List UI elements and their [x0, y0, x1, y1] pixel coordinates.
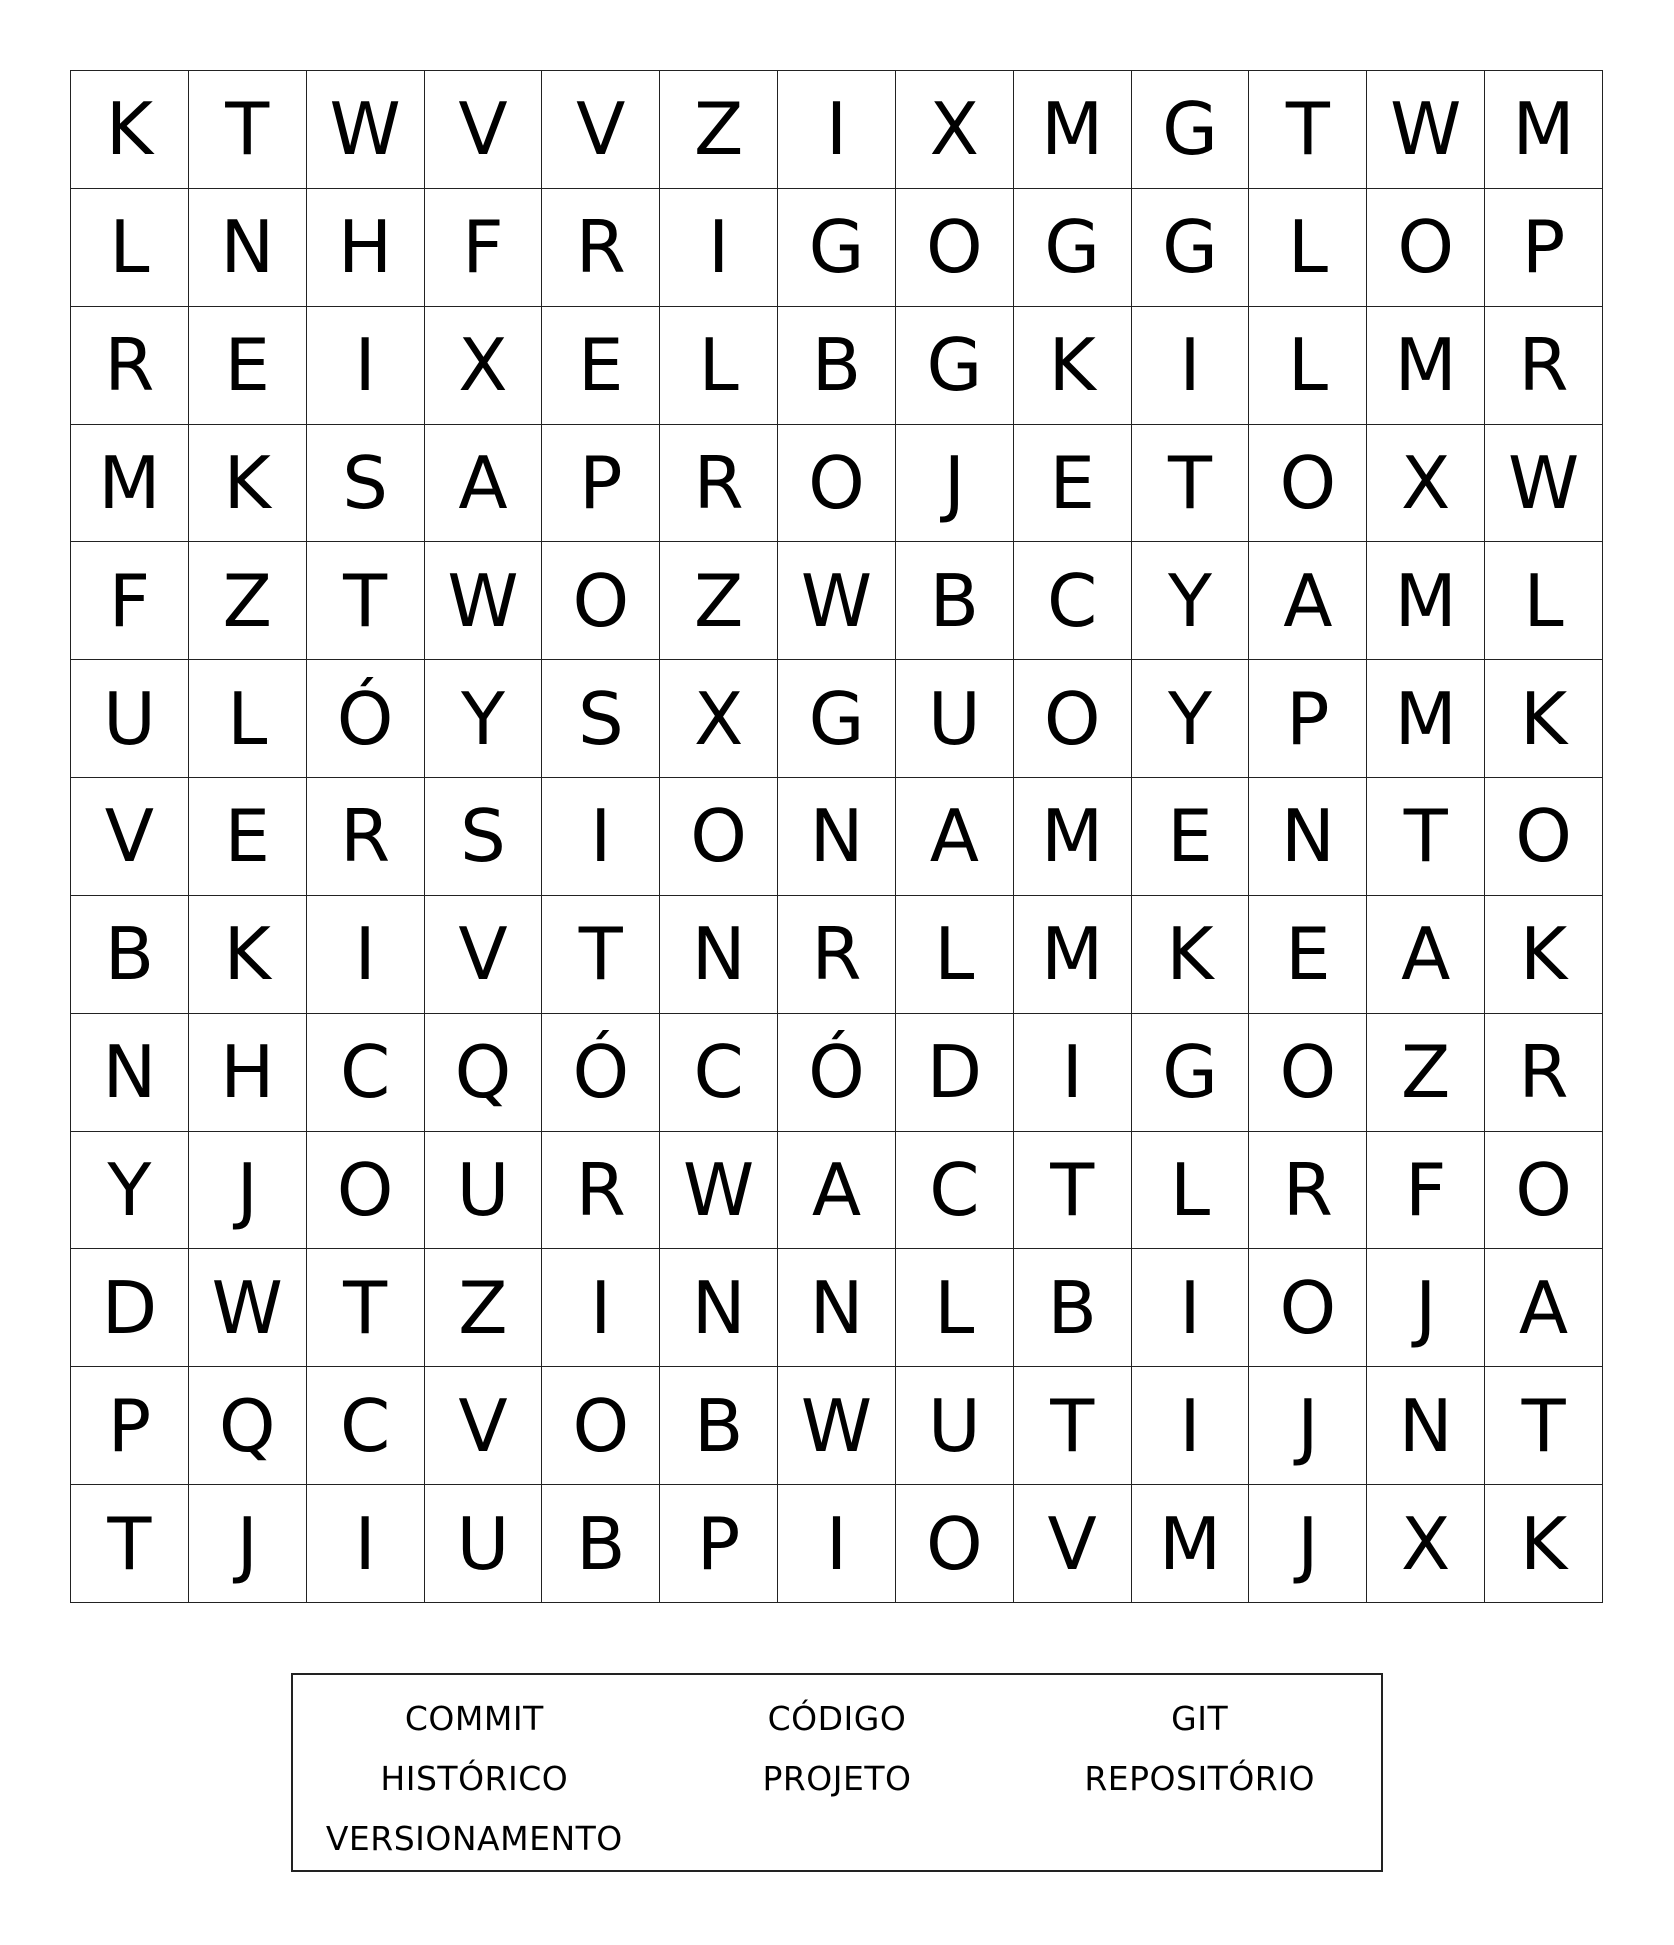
grid-cell[interactable]: K [189, 896, 307, 1014]
grid-cell[interactable]: O [1249, 1014, 1367, 1132]
grid-cell[interactable]: Z [425, 1249, 543, 1367]
grid-cell[interactable]: M [1367, 307, 1485, 425]
grid-cell[interactable]: J [1249, 1367, 1367, 1485]
grid-cell[interactable]: O [307, 1132, 425, 1250]
grid-cell[interactable]: W [1367, 71, 1485, 189]
grid-cell[interactable]: R [307, 778, 425, 896]
grid-cell[interactable]: P [1249, 660, 1367, 778]
grid-cell[interactable]: P [1485, 189, 1603, 307]
grid-cell[interactable]: Ó [778, 1014, 896, 1132]
grid-cell[interactable]: K [1132, 896, 1250, 1014]
grid-cell[interactable]: Z [660, 542, 778, 660]
grid-cell[interactable]: L [1132, 1132, 1250, 1250]
grid-cell[interactable]: O [1014, 660, 1132, 778]
grid-cell[interactable]: I [542, 778, 660, 896]
grid-cell[interactable]: R [542, 1132, 660, 1250]
grid-cell[interactable]: W [189, 1249, 307, 1367]
grid-cell[interactable]: T [307, 1249, 425, 1367]
grid-cell[interactable]: O [660, 778, 778, 896]
grid-cell[interactable]: J [1249, 1485, 1367, 1603]
grid-cell[interactable]: G [896, 307, 1014, 425]
grid-cell[interactable]: O [1367, 189, 1485, 307]
grid-cell[interactable]: N [1249, 778, 1367, 896]
grid-cell[interactable]: A [425, 425, 543, 543]
grid-cell[interactable]: T [1367, 778, 1485, 896]
grid-cell[interactable]: T [542, 896, 660, 1014]
grid-cell[interactable]: H [307, 189, 425, 307]
grid-cell[interactable]: A [1485, 1249, 1603, 1367]
grid-cell[interactable]: L [896, 896, 1014, 1014]
word-list-item: CÓDIGO [767, 1699, 907, 1738]
grid-cell[interactable]: O [1249, 425, 1367, 543]
grid-cell[interactable]: M [1485, 71, 1603, 189]
grid-cell[interactable]: V [1014, 1485, 1132, 1603]
grid-cell[interactable]: P [71, 1367, 189, 1485]
grid-cell[interactable]: I [778, 1485, 896, 1603]
grid-cell[interactable]: G [1132, 1014, 1250, 1132]
grid-cell[interactable]: I [542, 1249, 660, 1367]
grid-cell[interactable]: L [1485, 542, 1603, 660]
grid-cell[interactable]: I [1014, 1014, 1132, 1132]
grid-cell[interactable]: W [307, 71, 425, 189]
grid-cell[interactable]: C [307, 1367, 425, 1485]
grid-cell[interactable]: F [71, 542, 189, 660]
grid-cell[interactable]: N [778, 1249, 896, 1367]
grid-cell[interactable]: G [778, 660, 896, 778]
grid-cell[interactable]: V [425, 1367, 543, 1485]
word-list-item: PROJETO [762, 1759, 912, 1798]
grid-cell[interactable]: X [425, 307, 543, 425]
grid-cell[interactable]: V [542, 71, 660, 189]
grid-cell[interactable]: S [425, 778, 543, 896]
grid-cell[interactable]: E [1132, 778, 1250, 896]
grid-cell[interactable]: A [1249, 542, 1367, 660]
grid-cell[interactable]: W [778, 1367, 896, 1485]
grid-cell[interactable]: M [71, 425, 189, 543]
grid-cell[interactable]: R [1249, 1132, 1367, 1250]
grid-cell[interactable]: L [189, 660, 307, 778]
grid-cell[interactable]: D [71, 1249, 189, 1367]
grid-cell[interactable]: L [1249, 189, 1367, 307]
grid-cell[interactable]: E [1014, 425, 1132, 543]
grid-cell[interactable]: J [896, 425, 1014, 543]
word-list-item: VERSIONAMENTO [325, 1819, 623, 1858]
grid-cell[interactable]: I [1132, 1367, 1250, 1485]
grid-cell[interactable]: L [660, 307, 778, 425]
grid-cell[interactable]: G [1014, 189, 1132, 307]
grid-cell[interactable]: O [896, 1485, 1014, 1603]
grid-cell[interactable]: X [896, 71, 1014, 189]
grid-cell[interactable]: M [1014, 896, 1132, 1014]
grid-cell[interactable]: X [660, 660, 778, 778]
grid-cell[interactable]: L [896, 1249, 1014, 1367]
grid-cell[interactable]: U [896, 1367, 1014, 1485]
grid-cell[interactable]: E [1249, 896, 1367, 1014]
grid-cell[interactable]: C [307, 1014, 425, 1132]
word-list [291, 1673, 1383, 1872]
grid-cell[interactable]: K [1485, 896, 1603, 1014]
grid-cell[interactable]: N [660, 896, 778, 1014]
grid-cell[interactable]: S [307, 425, 425, 543]
grid-cell[interactable]: K [1485, 1485, 1603, 1603]
word-list-item: HISTÓRICO [380, 1759, 569, 1798]
grid-cell[interactable]: I [778, 71, 896, 189]
grid-cell[interactable]: I [307, 307, 425, 425]
grid-cell[interactable]: R [71, 307, 189, 425]
grid-cell[interactable]: I [1132, 307, 1250, 425]
grid-cell[interactable]: C [1014, 542, 1132, 660]
grid-cell[interactable]: U [425, 1132, 543, 1250]
grid-cell[interactable]: Z [1367, 1014, 1485, 1132]
grid-cell[interactable]: R [1485, 1014, 1603, 1132]
grid-cell[interactable]: U [71, 660, 189, 778]
grid-cell[interactable]: P [660, 1485, 778, 1603]
grid-cell[interactable]: S [542, 660, 660, 778]
grid-cell[interactable]: N [778, 778, 896, 896]
grid-cell[interactable]: M [1367, 542, 1485, 660]
grid-cell[interactable]: Z [189, 542, 307, 660]
grid-cell[interactable]: O [1485, 1132, 1603, 1250]
grid-cell[interactable]: T [189, 71, 307, 189]
grid-cell[interactable]: B [1014, 1249, 1132, 1367]
grid-cell[interactable]: Y [1132, 542, 1250, 660]
grid-cell[interactable]: J [1367, 1249, 1485, 1367]
grid-cell[interactable]: F [425, 189, 543, 307]
grid-cell[interactable]: E [189, 778, 307, 896]
grid-cell[interactable]: A [1367, 896, 1485, 1014]
grid-cell[interactable]: C [896, 1132, 1014, 1250]
grid-cell[interactable]: T [1014, 1367, 1132, 1485]
grid-cell[interactable]: I [307, 896, 425, 1014]
grid-cell[interactable]: Ó [542, 1014, 660, 1132]
grid-cell[interactable]: Y [1132, 660, 1250, 778]
grid-cell[interactable]: Ó [307, 660, 425, 778]
grid-cell[interactable]: C [660, 1014, 778, 1132]
grid-cell[interactable]: O [1249, 1249, 1367, 1367]
grid-cell[interactable]: X [1367, 425, 1485, 543]
grid-cell[interactable]: E [542, 307, 660, 425]
grid-cell[interactable]: J [189, 1485, 307, 1603]
word-list-item: COMMIT [404, 1699, 544, 1738]
grid-cell[interactable]: K [189, 425, 307, 543]
grid-cell[interactable]: I [307, 1485, 425, 1603]
grid-cell[interactable]: L [71, 189, 189, 307]
grid-cell[interactable]: W [778, 542, 896, 660]
grid-cell[interactable]: Z [660, 71, 778, 189]
grid-cell[interactable]: I [1132, 1249, 1250, 1367]
word-search-grid [70, 70, 1603, 1603]
grid-cell[interactable]: J [189, 1132, 307, 1250]
grid-cell[interactable]: O [896, 189, 1014, 307]
grid-cell[interactable]: V [71, 778, 189, 896]
grid-cell[interactable]: L [1249, 307, 1367, 425]
grid-cell[interactable]: B [896, 542, 1014, 660]
grid-cell[interactable]: N [189, 189, 307, 307]
grid-cell[interactable]: N [660, 1249, 778, 1367]
grid-cell[interactable]: A [896, 778, 1014, 896]
grid-cell[interactable]: N [71, 1014, 189, 1132]
grid-cell[interactable]: G [778, 189, 896, 307]
grid-cell[interactable]: I [660, 189, 778, 307]
grid-cell[interactable]: T [1485, 1367, 1603, 1485]
grid-cell[interactable]: M [1014, 778, 1132, 896]
grid-cell[interactable]: T [1132, 425, 1250, 543]
grid-cell[interactable]: E [189, 307, 307, 425]
grid-cell[interactable]: V [425, 896, 543, 1014]
grid-cell[interactable]: R [778, 896, 896, 1014]
grid-cell[interactable]: M [1132, 1485, 1250, 1603]
word-list-item: REPOSITÓRIO [1084, 1759, 1315, 1798]
grid-cell[interactable]: T [1249, 71, 1367, 189]
grid-cell[interactable]: T [307, 542, 425, 660]
grid-cell[interactable]: K [1014, 307, 1132, 425]
grid-cell[interactable]: K [71, 71, 189, 189]
grid-cell[interactable]: W [660, 1132, 778, 1250]
grid-cell[interactable]: K [1485, 660, 1603, 778]
grid-cell[interactable]: Y [425, 660, 543, 778]
grid-cell[interactable]: H [189, 1014, 307, 1132]
grid-cell[interactable]: B [542, 1485, 660, 1603]
grid-cell[interactable]: O [778, 425, 896, 543]
grid-cell[interactable]: B [660, 1367, 778, 1485]
grid-cell[interactable]: T [1014, 1132, 1132, 1250]
grid-cell[interactable]: M [1367, 660, 1485, 778]
grid-cell[interactable]: Q [189, 1367, 307, 1485]
grid-cell[interactable]: B [71, 896, 189, 1014]
grid-cell[interactable]: M [1014, 71, 1132, 189]
grid-cell[interactable]: T [71, 1485, 189, 1603]
grid-cell[interactable]: R [660, 425, 778, 543]
grid-cell[interactable]: G [1132, 189, 1250, 307]
grid-cell[interactable]: W [1485, 425, 1603, 543]
grid-cell[interactable]: Q [425, 1014, 543, 1132]
grid-cell[interactable]: O [542, 542, 660, 660]
grid-cell[interactable]: A [778, 1132, 896, 1250]
grid-cell[interactable]: X [1367, 1485, 1485, 1603]
grid-cell[interactable]: N [1367, 1367, 1485, 1485]
word-list-item: GIT [1171, 1699, 1229, 1738]
grid-cell[interactable]: R [542, 189, 660, 307]
grid-cell[interactable]: R [1485, 307, 1603, 425]
grid-cell[interactable]: W [425, 542, 543, 660]
grid-cell[interactable]: D [896, 1014, 1014, 1132]
grid-cell[interactable]: U [425, 1485, 543, 1603]
grid-cell[interactable]: O [542, 1367, 660, 1485]
grid-cell[interactable]: B [778, 307, 896, 425]
grid-cell[interactable]: U [896, 660, 1014, 778]
grid-cell[interactable]: Y [71, 1132, 189, 1250]
grid-cell[interactable]: P [542, 425, 660, 543]
grid-cell[interactable]: O [1485, 778, 1603, 896]
grid-cell[interactable]: F [1367, 1132, 1485, 1250]
grid-cell[interactable]: G [1132, 71, 1250, 189]
grid-cell[interactable]: V [425, 71, 543, 189]
